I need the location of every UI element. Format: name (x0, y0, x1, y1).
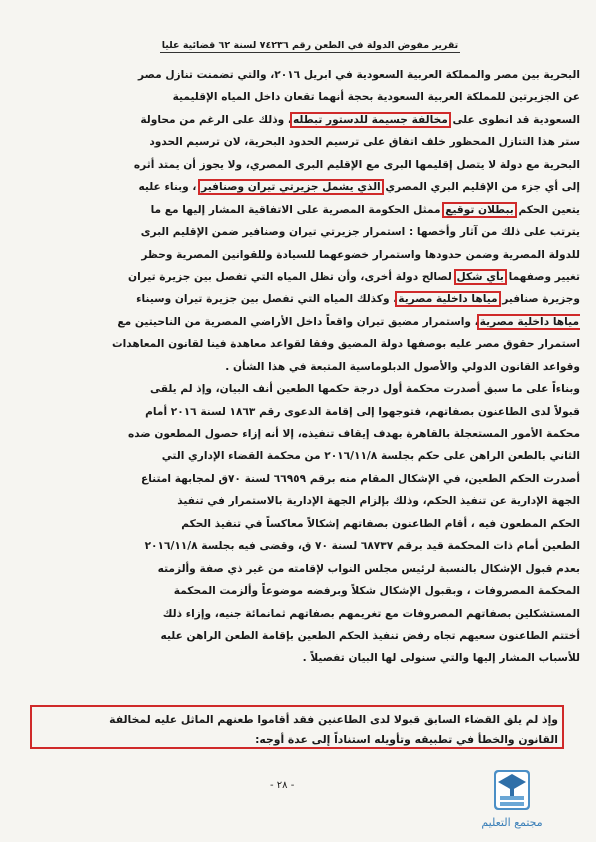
text-line: قبولاً لدى الطاعنون بصفاتهم، فتوجهوا إلى إقامة الدعوى رقم ١٨٦٣ لسنة ٢٠١٦ أمام (145, 405, 580, 418)
text-line: المحكمة المصروفات ، وبقبول الإشكال شكلاً وبرفضه موضوعاً وألزمت المحكمة (173, 585, 580, 598)
page-number: - ٢٨ - (270, 780, 295, 791)
page-header: تقرير مفوض الدولة في الطعن رقم ٧٤٢٣٦ لسنة ٦٢ قضائية عليا (161, 40, 459, 51)
text-line: البحرية مع دولة لا يتصل إقليمها البرى مع الإقليم البرى المصري، ولا يجوز أن يمتد أثره (133, 158, 580, 171)
text-line: إلى أي جزء من الإقليم البري المصري الذي يشمل جزيرتي تيران وصنافير ، وبناء عليه (138, 181, 580, 194)
highlight-1: مخالفة جسيمة للدستور تبطله (292, 113, 448, 126)
text-line: الجهة الإدارية عن تنفيذ الحكم، وذلك بإلزام الجهة الإدارية بالاستمرار في تنفيذ (177, 495, 580, 508)
text-line: أختتم الطاعنون سعيهم تجاه رفض تنفيذ الحكم الطعين بإقامة الطعن الراهن عليه (160, 629, 580, 642)
body-text (22, 64, 580, 670)
text-line: استمرار حقوق مصر عليه بوصفها دولة المضيق وفقا لقواعد معاهدة فينا لقانون المعاهدات (111, 338, 580, 351)
text-line: تغيير وصفهما بأي شكل لصالح دولة أخرى، وأن تظل المياه التي تفصل بين جزيرة تيران (128, 270, 580, 283)
text-line: أصدرت الحكم الطعين، في الإشكال المقام منه برقم ٦٦٩٥٩ لسنة ٧٠ق لمجابهة امتناع (140, 472, 580, 485)
text-line: للأسباب المشار إليها والتي سنولى لها البيان تفصيلاً . (302, 652, 580, 665)
boxed-line-1: وإذ لم يلق القضاء السابق قبولا لدى الطاعنين فقد أقاموا طعنهم الماثل عليه لمخالفة (109, 713, 558, 726)
text-line: وقواعد القانون الدولي والأصول الدبلوماسية المتبعة في هذا الشأن . (225, 360, 580, 373)
text-line: ستر هذا التنازل المحظور خلف اتفاق على ترسيم الحدود البحرية، لان ترسيم الحدود (149, 136, 580, 149)
highlight-5: مياها داخلية مصرية (398, 293, 498, 306)
text-line: السعودية قد انطوى على مخالفة جسيمة للدستور تبطله، وذلك على الرغم من محاولة (140, 113, 580, 126)
logo-text: مجتمع التعليم (481, 816, 543, 829)
text-line: وجزيرة صنافير مياها داخلية مصرية، وكذلك المياه التي تفصل بين جزيرة تيران وسيناء (136, 293, 580, 306)
text-line: الطعين أمام ذات المحكمة قيد برقم ٦٨٧٣٧ لسنة ٧٠ ق، وقضى فيه بجلسة ٢٠١٦/١١/٨ (144, 540, 580, 553)
text-line: الثاني بالطعن الراهن على حكم بجلسة ٢٠١٦/١١/٨ من محكمة القضاء الإداري التي (161, 450, 580, 463)
text-line: المستشكلين بصفاتهم المصروفات مع تغريمهم بصفاتهم ثمانمائة جنيه، وإزاء ذلك (162, 607, 580, 620)
text-line: محكمة الأمور المستعجلة بالقاهرة بهدف إيقاف تنفيذه، إلا أنه إزاء حصول المطعون ضده (128, 428, 580, 440)
text-line: يترتب على ذلك من آثار وأخصها : استمرار جزيرتي تيران وصنافير ضمن الإقليم البرى (140, 226, 580, 239)
text-line: البحرية بين مصر والمملكة العربية السعودية في ابريل ٢٠١٦، والتي تضمنت تنازل مصر (138, 69, 580, 81)
highlight-6: مياها داخلية مصرية (479, 315, 579, 328)
text-line: عن الجزيرتين للمملكة العربية السعودية بحجة أنهما تقعان داخل المياه الإقليمية (172, 91, 580, 104)
text-line: يتعين الحكم ببطلان توقيع ممثل الحكومة المصرية على الاتفاقية المشار إليها مع ما (150, 203, 580, 216)
text-line: للدولة المصرية وضمن حدودها واستمرار خضوعهما للسيادة وللقوانين المصرية وحظر (141, 248, 580, 261)
text-line: الحكم المطعون فيه ، أقام الطاعنون بصفاتهم إشكالاً معاكساً في تنفيذ الحكم (181, 517, 580, 530)
text-line: مياها داخلية مصرية، واستمرار مضيق تيران واقعاً داخل الأراضي المصرية من الناحيتين مع (117, 315, 579, 328)
highlight-4: بأي شكل (456, 270, 504, 283)
highlight-3: ببطلان توقيع (445, 203, 514, 216)
boxed-paragraph (36, 710, 558, 750)
boxed-line-2: القانون والخطأ في تطبيقه وتأويله استناداً إلى عدة أوجه: (255, 733, 558, 746)
highlight-2: الذي يشمل جزيرتي تيران وصنافير (201, 181, 381, 194)
text-line: بعدم قبول الإشكال بالنسبة لرئيس مجلس النواب لإقامته من غير ذي صفة وألزمته (157, 562, 580, 575)
text-line: وبناءاً على ما سبق أصدرت محكمة أول درجة حكمها الطعين أنف البيان، وإذ لم يلقى (149, 383, 580, 396)
